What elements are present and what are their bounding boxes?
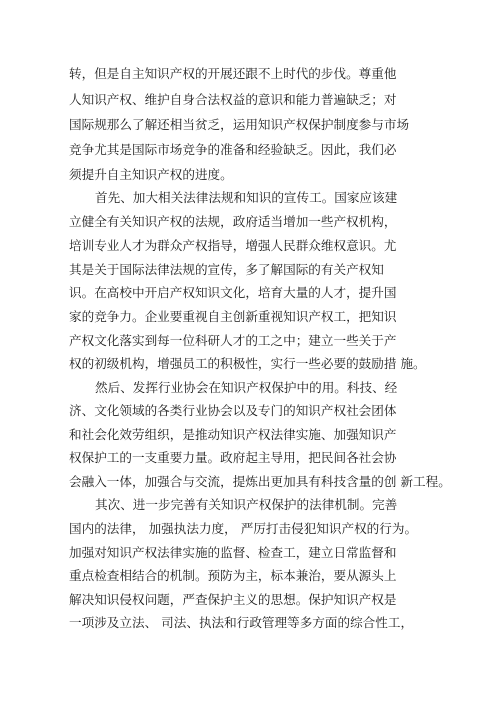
text-line: 和社会化效劳组织，是推动知识产权法律实施、加强知识产 [69,427,397,442]
text-line: 国际规那么了解还相当贫乏，运用知识产权保护制度参与市场 [69,117,410,132]
text-line: 首先、加大相关法律法规和知识的宣传工。国家应该建 [95,190,398,205]
text-line: 一项涉及立法、 司法、执法和行政管理等多方面的综合性工， [69,615,414,630]
text-line: 会融入一体，加强合与交流，提炼出更加具有科技含量的创 新工程。 [69,474,451,489]
text-line: 加强对知识产权法律实施的监督、检查工，建立日常监督和 [69,545,397,560]
text-line: 识。在高校中开启产权知识文化，培育大量的人才，提升国 [69,285,397,300]
text-line: 培训专业人才为群众产权指导，增强人民群众维权意识。尤 [69,238,397,253]
text-line: 产权文化落实到每一位科研人才的工之中；建立一些关于产 [69,333,397,348]
text-line: 家的竞争力。企业要重视自主创新重视知识产权工，把知识 [69,309,397,324]
text-line: 权保护工的一支重要力量。政府起主导用，把民间各社会协 [69,450,397,465]
text-line: 转，但是自主知识产权的开展还跟不上时代的步伐。尊重他 [69,66,397,81]
text-line: 权的初级机构，增强员工的积极性，实行一些必要的鼓励措 施。 [69,356,426,371]
text-line: 其是关于国际法律法规的宣传，多了解国际的有关产权知 [69,262,384,277]
text-line: 重点检查相结合的机制。预防为主，标本兼治，要从源头上 [69,568,397,583]
text-line: 国内的法律， 加强执法力度， 严厉打击侵犯知识产权的行为。 [69,521,418,536]
text-line: 立健全有关知识产权的法规，政府适当增加一些产权机构， [69,214,397,229]
text-line: 其次、进一步完善有关知识产权保护的法律机制。完善 [95,497,398,512]
text-line: 然后、发挥行业协会在知识产权保护中的用。科技、经 [95,380,398,395]
text-line: 济、文化领域的各类行业协会以及专门的知识产权社会团体 [69,403,397,418]
text-line: 竞争尤其是国际市场竞争的准备和经验缺乏。因此，我们必 [69,142,397,157]
text-line: 人知识产权、维护自身合法权益的意识和能力普遍缺乏；对 [69,92,397,107]
text-line: 须提升自主知识产权的进度。 [69,167,233,182]
text-line: 解决知识侵权问题，严查保护主义的思想。保护知识产权是 [69,592,397,607]
